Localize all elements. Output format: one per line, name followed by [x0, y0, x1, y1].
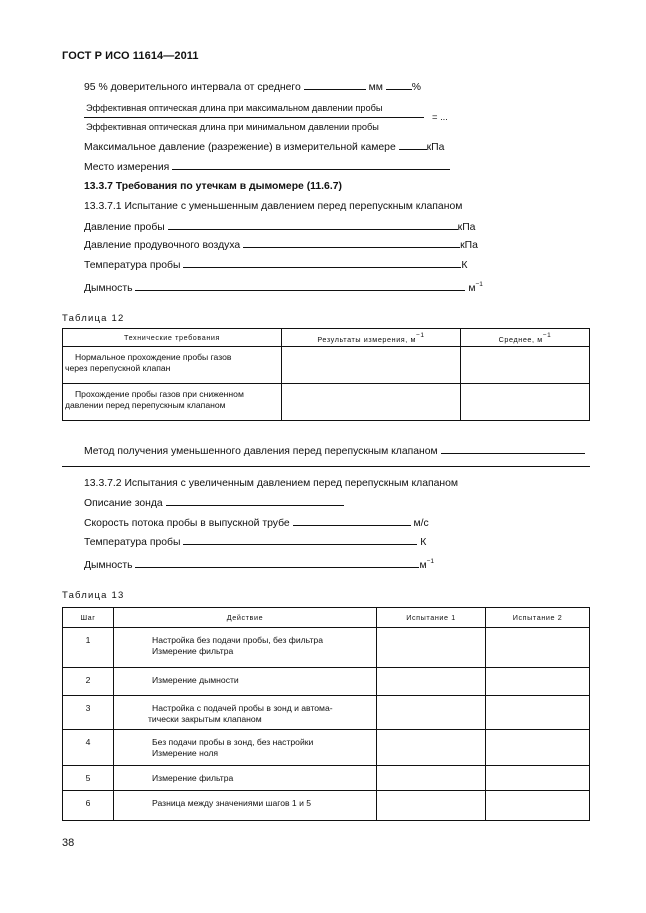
action-line-2: Измерение ноля — [152, 748, 219, 758]
action-line-2: тически закрытым клапаном — [148, 714, 262, 724]
sample-temp-unit: К — [461, 260, 468, 271]
probe-line — [84, 496, 344, 510]
temp-2-label: Температура пробы — [84, 537, 181, 548]
test2-cell[interactable] — [486, 791, 590, 821]
sample-pressure-line — [84, 220, 475, 234]
test1-cell[interactable] — [377, 668, 486, 696]
section-13-3-7-heading: 13.3.7 Требования по утечкам в дымомере (11.6.7) — [84, 181, 342, 192]
smoke-label: Дымность — [84, 283, 133, 294]
table-13-header-step: Шаг — [63, 608, 114, 628]
test2-cell[interactable] — [486, 766, 590, 791]
table-12-req-cell — [63, 347, 282, 384]
action-line-1: Измерение дымности — [152, 675, 239, 685]
purge-pressure-unit: кПа — [460, 240, 478, 251]
test1-cell[interactable] — [377, 766, 486, 791]
step-number: 6 — [63, 791, 114, 821]
table-12-header-results — [282, 329, 461, 347]
req-line-1: Прохождение пробы газов при сниженном — [75, 389, 244, 399]
ratio-numerator: Эффективная оптическая длина при максимальном давлении пробы — [86, 103, 383, 113]
test2-cell[interactable] — [486, 696, 590, 730]
flow-unit: м/с — [413, 518, 429, 529]
step-number: 1 — [63, 628, 114, 668]
table-row — [63, 730, 590, 766]
probe-blank[interactable] — [166, 496, 344, 506]
probe-label: Описание зонда — [84, 498, 163, 509]
smoke-2-unit-exponent: −1 — [426, 558, 435, 565]
table-13-header-test2: Испытание 2 — [486, 608, 590, 628]
sample-pressure-label: Давление пробы — [84, 222, 165, 233]
table-13 — [62, 607, 590, 821]
table-12-results-cell[interactable] — [282, 347, 461, 384]
conf-interval-blank[interactable] — [304, 80, 366, 90]
table-row — [63, 628, 590, 668]
max-pressure-blank[interactable] — [399, 140, 427, 150]
action-cell — [114, 791, 377, 821]
sample-pressure-unit: кПа — [457, 222, 476, 233]
section-13-3-7-1-heading: 13.3.7.1 Испытание с уменьшенным давлением перед перепускным клапаном — [84, 201, 463, 212]
flow-label: Скорость потока пробы в выпускной трубе — [84, 518, 290, 529]
table-row — [63, 791, 590, 821]
document-header: ГОСТ Р ИСО 11614—2011 — [62, 50, 199, 62]
step-number: 4 — [63, 730, 114, 766]
sample-temp-label: Температура пробы — [84, 260, 181, 271]
action-line-1: Измерение фильтра — [152, 773, 234, 783]
conf-interval-unit-percent: % — [411, 82, 421, 93]
step-number: 2 — [63, 668, 114, 696]
req-line-2: через перепускной клапан — [65, 363, 171, 373]
table-12-average-cell[interactable] — [461, 347, 590, 384]
action-cell — [114, 730, 377, 766]
flow-line — [84, 516, 429, 530]
action-line-1: Настройка с подачей пробы в зонд и автома- — [152, 703, 333, 713]
smoke-2-line — [84, 555, 434, 572]
smoke-2-blank[interactable] — [135, 558, 419, 568]
test2-cell[interactable] — [486, 730, 590, 766]
smoke-unit-exponent: −1 — [475, 281, 483, 288]
method-continuation-line[interactable] — [62, 466, 590, 467]
step-number: 3 — [63, 696, 114, 730]
table-13-header-action: Действие — [114, 608, 377, 628]
table-12-caption: Таблица 12 — [62, 313, 125, 324]
action-cell — [114, 696, 377, 730]
location-label: Место измерения — [84, 162, 170, 173]
req-line-2: давлении перед перепускным клапаном — [65, 400, 226, 410]
table-row — [63, 668, 590, 696]
sample-temp-blank[interactable] — [183, 258, 461, 268]
table-12-header-average-label: Среднее, м — [498, 334, 543, 344]
temp-2-blank[interactable] — [183, 535, 417, 545]
purge-pressure-label: Давление продувочного воздуха — [84, 240, 241, 251]
method-line — [84, 444, 585, 458]
conf-interval-unit-mm: мм — [368, 82, 383, 93]
action-line-2: Измерение фильтра — [152, 646, 234, 656]
table-row — [63, 384, 590, 421]
table-row — [63, 696, 590, 730]
max-pressure-label: Максимальное давление (разрежение) в измерительной камере — [84, 142, 396, 153]
table-12-header-results-exponent: −1 — [416, 331, 425, 339]
action-line-1: Разница между значениями шагов 1 и 5 — [152, 798, 312, 808]
conf-interval-percent-blank[interactable] — [386, 80, 412, 90]
test2-cell[interactable] — [486, 668, 590, 696]
test1-cell[interactable] — [377, 696, 486, 730]
table-12-header-average — [461, 329, 590, 347]
table-row — [63, 766, 590, 791]
action-cell — [114, 628, 377, 668]
location-blank[interactable] — [172, 160, 450, 170]
smoke-line — [84, 278, 483, 295]
test1-cell[interactable] — [377, 628, 486, 668]
fraction-line — [84, 117, 424, 118]
purge-pressure-line — [84, 238, 478, 252]
smoke-blank[interactable] — [135, 281, 465, 291]
table-12-req-cell — [63, 384, 282, 421]
table-12 — [62, 328, 590, 421]
action-cell — [114, 766, 377, 791]
smoke-unit: м — [468, 283, 476, 294]
table-13-caption: Таблица 13 — [62, 590, 125, 601]
test1-cell[interactable] — [377, 730, 486, 766]
page-number: 38 — [62, 837, 75, 849]
section-13-3-7-2-heading: 13.3.7.2 Испытания с увеличенным давлением перед перепускным клапаном — [84, 478, 459, 489]
sample-temp-line — [84, 258, 467, 272]
max-pressure-line — [84, 140, 444, 154]
action-line-1: Настройка без подачи пробы, без фильтра — [152, 635, 323, 645]
sample-pressure-blank[interactable] — [168, 220, 458, 230]
conf-interval-label: 95 % доверительного интервала от среднего — [84, 82, 301, 93]
smoke-2-unit: м — [419, 560, 427, 571]
max-pressure-unit: кПа — [426, 142, 445, 153]
table-12-header-average-exponent: −1 — [542, 331, 552, 339]
action-line-1: Без подачи пробы в зонд, без настройки — [152, 737, 314, 747]
smoke-2-label: Дымность — [84, 560, 133, 571]
req-line-1: Нормальное прохождение пробы газов — [75, 352, 232, 362]
ratio-denominator: Эффективная оптическая длина при минимальном давлении пробы — [86, 122, 379, 132]
method-label: Метод получения уменьшенного давления перед перепускным клапаном — [84, 446, 438, 457]
table-row — [63, 347, 590, 384]
method-blank[interactable] — [441, 444, 585, 454]
temp-2-line — [84, 535, 426, 549]
action-cell — [114, 668, 377, 696]
location-line — [84, 160, 450, 174]
step-number: 5 — [63, 766, 114, 791]
table-12-header-results-label: Результаты измерения, м — [317, 334, 417, 344]
table-12-header-requirements: Технические требования — [63, 329, 282, 347]
test1-cell[interactable] — [377, 791, 486, 821]
temp-2-unit: К — [420, 537, 427, 548]
table-12-average-cell[interactable] — [461, 384, 590, 421]
table-13-header-test1: Испытание 1 — [377, 608, 486, 628]
table-12-results-cell[interactable] — [282, 384, 461, 421]
flow-blank[interactable] — [293, 516, 411, 526]
ratio-equals: = ... — [432, 111, 448, 122]
purge-pressure-blank[interactable] — [243, 238, 460, 248]
test2-cell[interactable] — [486, 628, 590, 668]
conf-interval-line — [84, 80, 421, 94]
